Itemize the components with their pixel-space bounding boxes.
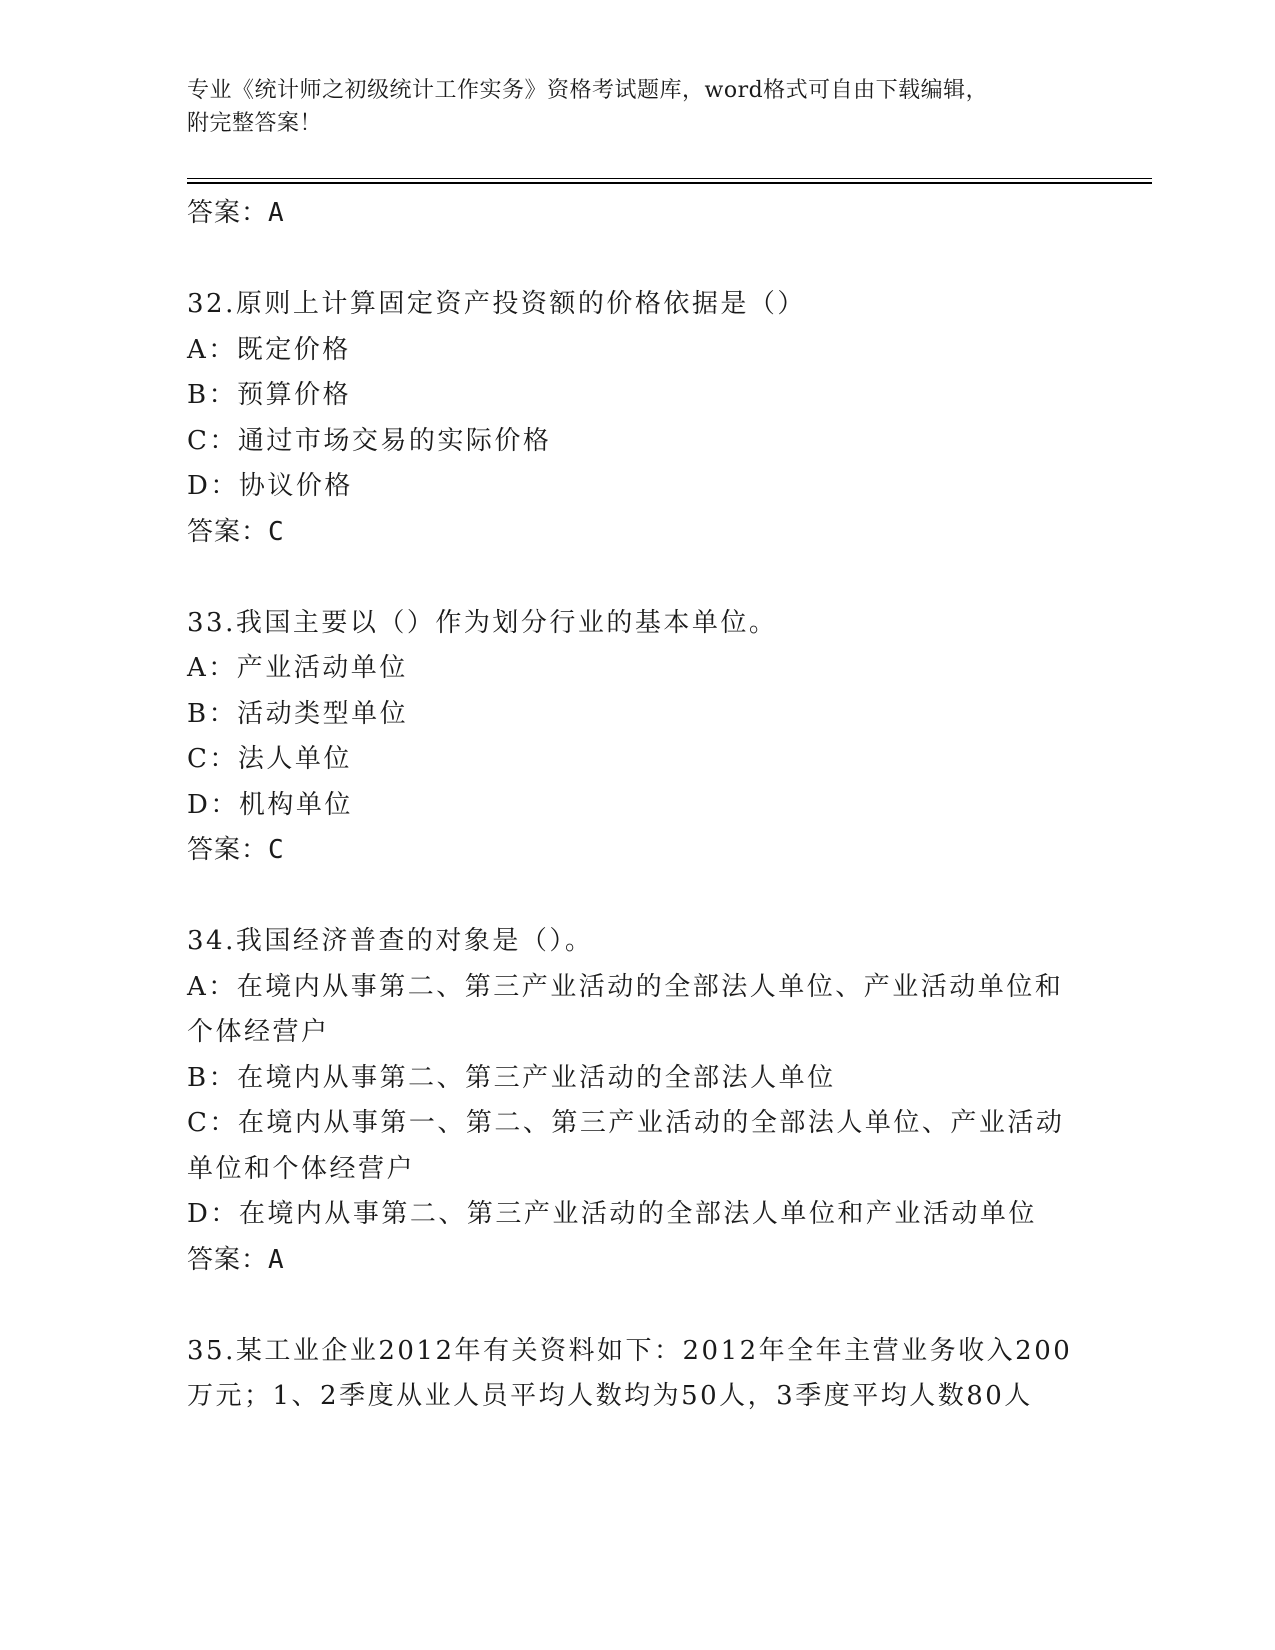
question-stem: 32.原则上计算固定资产投资额的价格依据是（） bbox=[187, 289, 806, 319]
answer-label: 答案： bbox=[187, 516, 269, 547]
answer-label: 答案： bbox=[187, 198, 269, 228]
answer bbox=[187, 828, 1087, 874]
option-a: A：既定价格 bbox=[187, 334, 351, 365]
answer-value: A bbox=[268, 198, 285, 228]
question-stem: 33.我国主要以（）作为划分行业的基本单位。 bbox=[187, 607, 778, 638]
header-line-1: 专业《统计师之初级统计工作实务》资格考试题库，word格式可自由下载编辑， bbox=[187, 78, 989, 103]
spacer bbox=[187, 237, 1087, 283]
spacer bbox=[187, 1283, 1087, 1329]
option-d: D：在境内从事第二、第三产业活动的全部法人单位和产业活动单位 bbox=[187, 1199, 1037, 1229]
answer-label: 答案： bbox=[187, 835, 269, 865]
option-a: A：在境内从事第二、第三产业活动的全部法人单位、产业活动单位和 bbox=[187, 971, 1064, 1002]
header-divider-thick bbox=[187, 182, 1152, 184]
question-stem: 34.我国经济普查的对象是（）。 bbox=[187, 926, 594, 956]
option-c-continued: 单位和个体经营户 bbox=[187, 1153, 416, 1184]
question-32 bbox=[187, 282, 1087, 555]
spacer bbox=[187, 874, 1087, 920]
option-a-continued: 个体经营户 bbox=[187, 1017, 330, 1047]
option-d: D：机构单位 bbox=[187, 789, 353, 820]
question-34 bbox=[187, 919, 1087, 1283]
option-b: B：预算价格 bbox=[187, 380, 352, 410]
answer-value: C bbox=[268, 516, 285, 547]
document-header bbox=[187, 74, 1087, 140]
option-a: A：产业活动单位 bbox=[187, 653, 408, 683]
header-divider-thin bbox=[187, 178, 1152, 179]
question-35 bbox=[187, 1329, 1087, 1420]
header-line-2: 附完整答案！ bbox=[187, 111, 323, 136]
answer-label: 答案： bbox=[187, 1244, 269, 1275]
answer bbox=[187, 510, 1087, 556]
answer bbox=[187, 1238, 1087, 1284]
option-b: B：活动类型单位 bbox=[187, 698, 409, 729]
option-b: B：在境内从事第二、第三产业活动的全部法人单位 bbox=[187, 1062, 836, 1093]
answer-value: A bbox=[268, 1244, 285, 1275]
question-list bbox=[187, 191, 1087, 1420]
question-stem-continued: 万元；1、2季度从业人员平均人数均为50人，3季度平均人数80人 bbox=[187, 1381, 1033, 1411]
previous-answer bbox=[187, 191, 1087, 237]
option-c: C：通过市场交易的实际价格 bbox=[187, 425, 552, 456]
option-c: C：法人单位 bbox=[187, 744, 352, 774]
option-d: D：协议价格 bbox=[187, 471, 353, 501]
answer-value: C bbox=[268, 835, 285, 865]
spacer bbox=[187, 555, 1087, 601]
question-33 bbox=[187, 601, 1087, 874]
question-stem: 35.某工业企业2012年有关资料如下：2012年全年主营业务收入200 bbox=[187, 1335, 1073, 1366]
option-c: C：在境内从事第一、第二、第三产业活动的全部法人单位、产业活动 bbox=[187, 1108, 1065, 1138]
